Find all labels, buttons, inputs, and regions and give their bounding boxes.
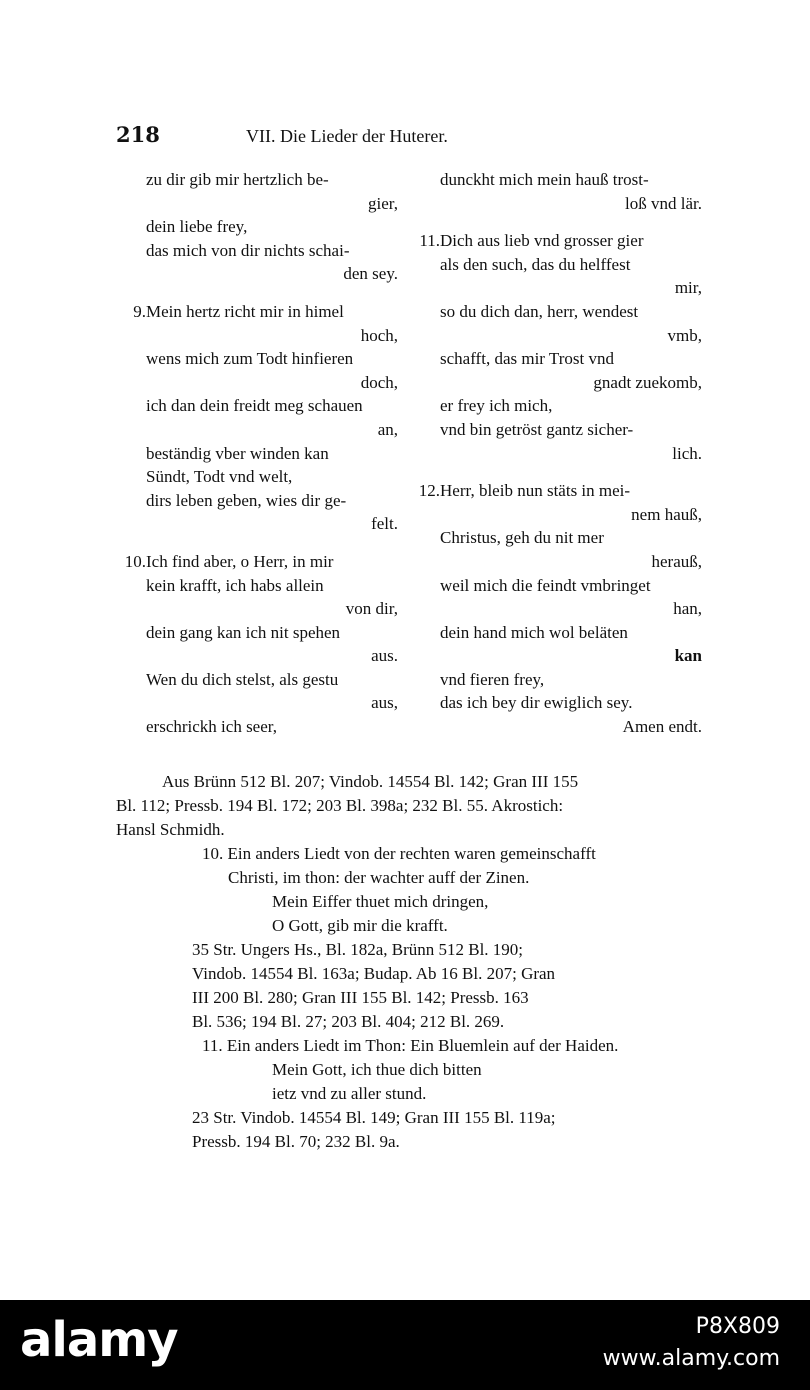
note-line: Bl. 112; Pressb. 194 Bl. 172; 203 Bl. 398a; 232 Bl. 55. Akrostich: <box>116 796 564 815</box>
verse-line <box>118 465 398 489</box>
verse-line <box>412 621 702 645</box>
note-line: Mein Gott, ich thue dich bitten <box>272 1060 482 1079</box>
verse-text: Ich find aber, o Herr, in mir <box>146 551 334 571</box>
verse-line <box>412 691 702 715</box>
image-id: P8X809 <box>695 1314 780 1339</box>
stanza-number: 11. <box>419 231 440 251</box>
verse-line <box>412 526 702 550</box>
verse-line <box>118 644 398 668</box>
page-header <box>0 122 810 158</box>
stanza-number: 9. <box>133 301 146 321</box>
verse-text: er frey ich mich, <box>440 396 553 416</box>
verse-line <box>118 574 398 598</box>
note-line: 11. Ein anders Liedt im Thon: Ein Bluemlein auf der Haiden. <box>202 1036 619 1055</box>
verse-text: Mein hertz richt mir in himel <box>146 301 344 321</box>
verse-line <box>118 691 398 715</box>
note-line: Hansl Schmidh. <box>116 820 225 839</box>
page-number: 218 <box>116 122 160 147</box>
verse-line <box>412 347 702 371</box>
verse-text: felt. <box>371 514 398 534</box>
verse-text: Dich aus lieb vnd grosser gier <box>440 231 644 251</box>
verse-text: doch, <box>360 372 398 392</box>
note-line: Christi, im thon: der wachter auff der Zinen. <box>228 868 530 887</box>
verse-text: loß vnd lär. <box>625 193 702 213</box>
note-line: O Gott, gib mir die krafft. <box>272 916 448 935</box>
verse-text: dirs leben geben, wies dir ge- <box>146 490 347 510</box>
verse-text: vmb, <box>667 325 702 345</box>
verse-text: kan <box>674 646 702 666</box>
alamy-logo: alamy <box>20 1312 178 1368</box>
stanza-gap <box>118 536 398 550</box>
verse-text: mir, <box>674 278 702 298</box>
verse-text: beständig vber winden kan <box>146 443 329 463</box>
verse-text: weil mich die feindt vmbringet <box>440 575 651 595</box>
verse-text: vnd bin getröst gantz sicher- <box>440 419 634 439</box>
verse-line <box>118 418 398 442</box>
verse-text: hoch, <box>360 325 398 345</box>
verse-line <box>412 550 702 574</box>
left-verse-column <box>118 168 398 739</box>
verse-text: dunckht mich mein hauß trost- <box>440 170 649 189</box>
verse-text: dein liebe frey, <box>146 217 248 237</box>
note-line: Mein Eiffer thuet mich dringen, <box>272 892 489 911</box>
verse-text: Sündt, Todt vnd welt, <box>146 467 293 487</box>
verse-text: erschrickh ich seer, <box>146 717 278 737</box>
verse-line <box>118 442 398 466</box>
verse-text: dein gang kan ich nit spehen <box>146 622 341 642</box>
verse-line <box>412 192 702 216</box>
verse-line <box>412 715 702 739</box>
verse-text: lich. <box>672 443 702 463</box>
verse-line <box>118 300 398 324</box>
verse-line <box>412 503 702 527</box>
stanza-number: 10. <box>124 551 146 571</box>
verse-text: aus, <box>371 693 398 713</box>
verse-text: wens mich zum Todt hinfieren <box>146 349 354 369</box>
verse-text: das ich bey dir ewiglich sey. <box>440 693 633 713</box>
stanza-gap <box>412 465 702 479</box>
verse-line <box>412 371 702 395</box>
note-line: 10. Ein anders Liedt von der rechten waren gemeinschafft <box>202 844 596 863</box>
verse-line <box>118 347 398 371</box>
verse-text: ich dan dein freidt meg schauen <box>146 396 363 416</box>
right-verse-column <box>412 168 702 739</box>
verse-text: von dir, <box>345 599 398 619</box>
note-line: Vindob. 14554 Bl. 163a; Budap. Ab 16 Bl. 207; Gran <box>192 964 556 983</box>
verse-line <box>118 715 398 739</box>
verse-text: das mich von dir nichts schai- <box>146 240 350 260</box>
verse-line <box>412 253 702 277</box>
verse-text: so du dich dan, herr, wendest <box>440 301 639 321</box>
verse-text: gier, <box>368 193 398 213</box>
verse-line <box>118 621 398 645</box>
verse-text: Wen du dich stelst, als gestu <box>146 669 339 689</box>
stanza-gap <box>118 286 398 300</box>
verse-line <box>118 168 398 192</box>
verse-text: nem hauß, <box>631 504 702 524</box>
verse-text: han, <box>673 599 702 619</box>
verse-line <box>412 300 702 324</box>
verse-line <box>412 668 702 692</box>
note-line: 35 Str. Ungers Hs., Bl. 182a, Brünn 512 Bl. 190; <box>192 940 524 959</box>
verse-line <box>412 442 702 466</box>
verse-text: schafft, das mir Trost vnd <box>440 349 614 369</box>
verse-line <box>118 239 398 263</box>
stanza-gap <box>412 215 702 229</box>
verse-line <box>412 597 702 621</box>
verse-text: Amen endt. <box>622 717 702 737</box>
verse-line <box>118 371 398 395</box>
verse-text: als den such, das du helffest <box>440 254 631 274</box>
verse-text: zu dir gib mir hertzlich be- <box>146 170 329 189</box>
verse-line <box>118 668 398 692</box>
verse-line <box>412 574 702 598</box>
verse-line <box>118 324 398 348</box>
verse-line <box>118 192 398 216</box>
verse-line <box>412 324 702 348</box>
verse-text: kein krafft, ich habs allein <box>146 575 324 595</box>
verse-text: den sey. <box>343 264 398 284</box>
note-line: Aus Brünn 512 Bl. 207; Vindob. 14554 Bl. 142; Gran III 155 <box>162 772 579 791</box>
verse-line <box>118 394 398 418</box>
source-notes <box>116 770 706 1154</box>
verse-line <box>412 168 702 192</box>
verse-text: gnadt zuekomb, <box>593 372 702 392</box>
verse-line <box>118 550 398 574</box>
note-line: III 200 Bl. 280; Gran III 155 Bl. 142; Pressb. 163 <box>192 988 529 1007</box>
verse-line <box>118 512 398 536</box>
verse-line <box>412 418 702 442</box>
verse-text: herauß, <box>651 551 702 571</box>
verse-text: Herr, bleib nun stäts in mei- <box>440 481 631 501</box>
running-title: VII. Die Lieder der Huterer. <box>246 126 448 146</box>
verse-text: dein hand mich wol beläten <box>440 622 628 642</box>
verse-line <box>412 229 702 253</box>
site-url: www.alamy.com <box>602 1346 780 1371</box>
stanza-number: 12. <box>418 481 440 501</box>
watermark-banner <box>0 1300 810 1390</box>
verse-line <box>118 262 398 286</box>
note-line: 23 Str. Vindob. 14554 Bl. 149; Gran III 155 Bl. 119a; <box>192 1108 556 1127</box>
verse-text: an, <box>377 419 398 439</box>
verse-line <box>412 644 702 668</box>
verse-text: Christus, geh du nit mer <box>440 528 604 548</box>
verse-line <box>118 489 398 513</box>
verse-line <box>412 394 702 418</box>
verse-text: aus. <box>371 646 398 666</box>
note-line: Bl. 536; 194 Bl. 27; 203 Bl. 404; 212 Bl. 269. <box>192 1012 505 1031</box>
verse-line <box>412 276 702 300</box>
verse-line <box>118 597 398 621</box>
note-line: ietz vnd zu aller stund. <box>272 1084 427 1103</box>
verse-line <box>118 215 398 239</box>
verse-line <box>412 479 702 503</box>
note-line: Pressb. 194 Bl. 70; 232 Bl. 9a. <box>192 1132 400 1151</box>
verse-text: vnd fieren frey, <box>440 669 545 689</box>
